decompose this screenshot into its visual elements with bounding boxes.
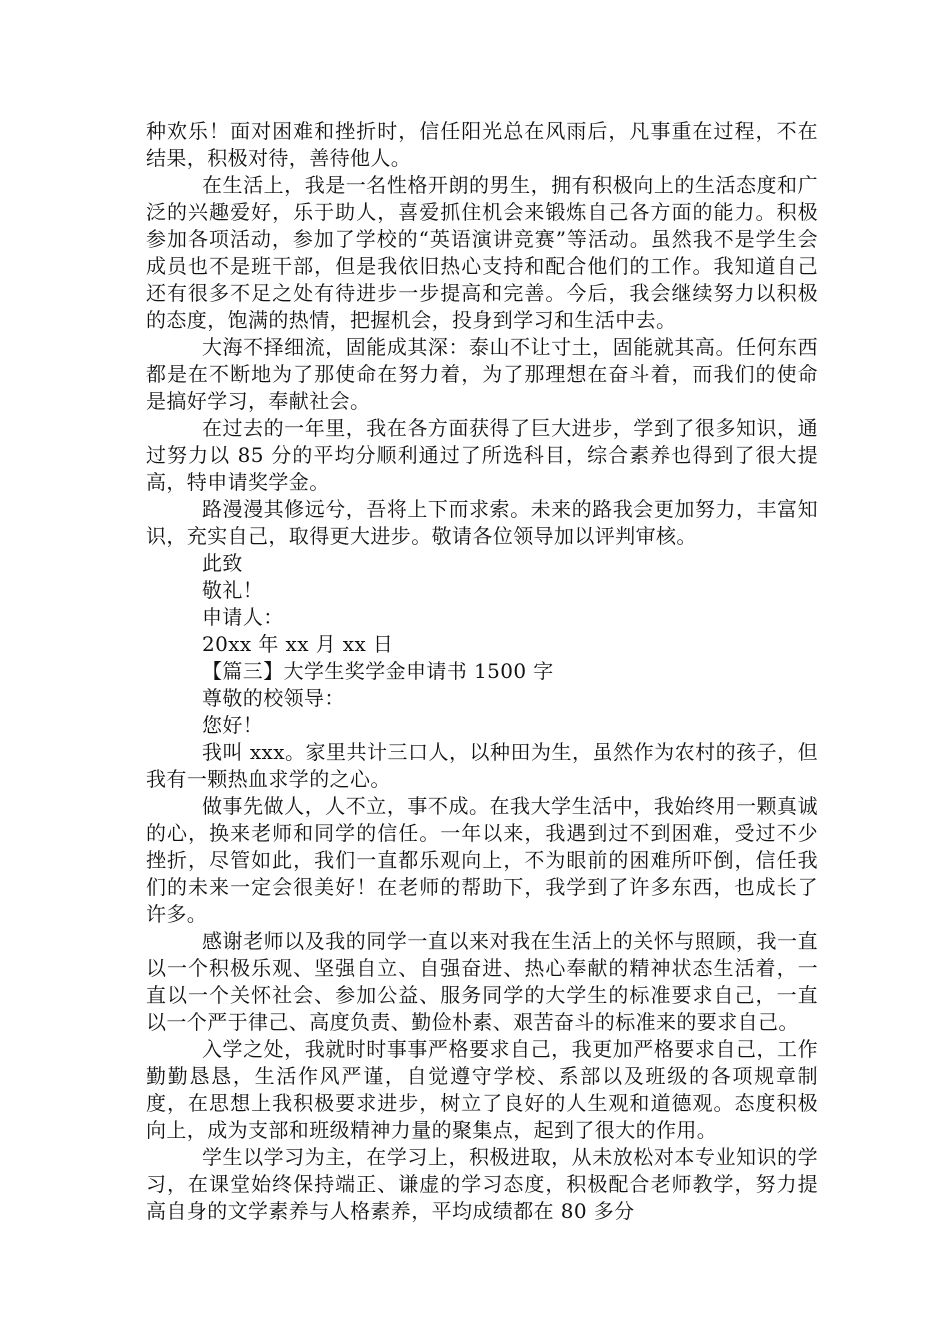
paragraph-continuation: 种欢乐！面对困难和挫折时，信任阳光总在风雨后，凡事重在过程，不在结果，积极对待，善待他人。 [146,119,818,170]
paragraph-introduction: 我叫 xxx。家里共计三口人，以种田为生，虽然作为农村的孩子，但我有一颗热血求学的之心。 [146,740,818,791]
applicant-label: 申请人： [202,605,284,629]
closing-regards: 敬礼！ [202,578,264,602]
letter-greeting: 尊敬的校领导： [202,686,345,710]
paragraph-life: 在生活上，我是一名性格开朗的男生，拥有积极向上的生活态度和广泛的兴趣爱好，乐于助人，喜爱抓住机会来锻炼自己各方面的能力。积极参加各项活动，参加了学校的“英语演讲竞赛”等活动。虽然我不是学生会成员也不是班干部，但是我依旧热心支持和配合他们的工作。我知道自己还有很多不足之处有待进步一步提高和完善。今后，我会继续努力以积极的态度，饱满的热情，把握机会，投身到学习和生活中去。 [146,173,818,332]
paragraph-past-year: 在过去的一年里，我在各方面获得了巨大进步，学到了很多知识，通过努力以 85 分的平均分顺利通过了所选科目，综合素养也得到了很大提高，特申请奖学金。 [146,416,818,494]
paragraph-study: 学生以学习为主，在学习上，积极进取，从未放松对本专业知识的学习，在课堂始终保持端正、谦虚的学习态度，积极配合老师教学，努力提高自身的文学素养与人格素养，平均成绩都在 80 多分 [146,1145,818,1223]
paragraph-future: 路漫漫其修远兮，吾将上下而求索。未来的路我会更加努力，丰富知识，充实自己，取得更大进步。敬请各位领导加以评判审核。 [146,497,818,548]
letter-hello: 您好！ [202,713,264,737]
date-line: 20xx 年 xx 月 xx 日 [202,632,394,656]
paragraph-discipline: 入学之处，我就时时事事严格要求自己，我更加严格要求自己，工作勤勤恳恳，生活作风严谨，自觉遵守学校、系部以及班级的各项规章制度，在思想上我积极要求进步，树立了良好的人生观和道德观。态度积极向上，成为支部和班级精神力量的聚集点，起到了很大的作用。 [146,1037,818,1142]
closing-salutation: 此致 [202,551,243,575]
paragraph-sea-and-mountain: 大海不择细流，固能成其深：泰山不让寸土，固能就其高。任何东西都是在不断地为了那使命在努力着，为了那理想在奋斗着，而我们的使命是搞好学习，奉献社会。 [146,335,818,413]
section-heading: 【篇三】大学生奖学金申请书 1500 字 [202,659,554,683]
paragraph-character: 做事先做人，人不立，事不成。在我大学生活中，我始终用一颗真诚的心，换来老师和同学的信任。一年以来，我遇到过不到困难，受过不少挫折，尽管如此，我们一直都乐观向上，不为眼前的困难所吓倒，信任我们的未来一定会很美好！在老师的帮助下，我学到了许多东西，也成长了许多。 [146,794,818,926]
document-body [146,118,818,1225]
paragraph-gratitude: 感谢老师以及我的同学一直以来对我在生活上的关怀与照顾，我一直以一个积极乐观、坚强自立、自强奋进、热心奉献的精神状态生活着，一直以一个关怀社会、参加公益、服务同学的大学生的标准要求自己，一直以一个严于律己、高度负责、勤俭朴素、艰苦奋斗的标准来的要求自己。 [146,929,818,1034]
